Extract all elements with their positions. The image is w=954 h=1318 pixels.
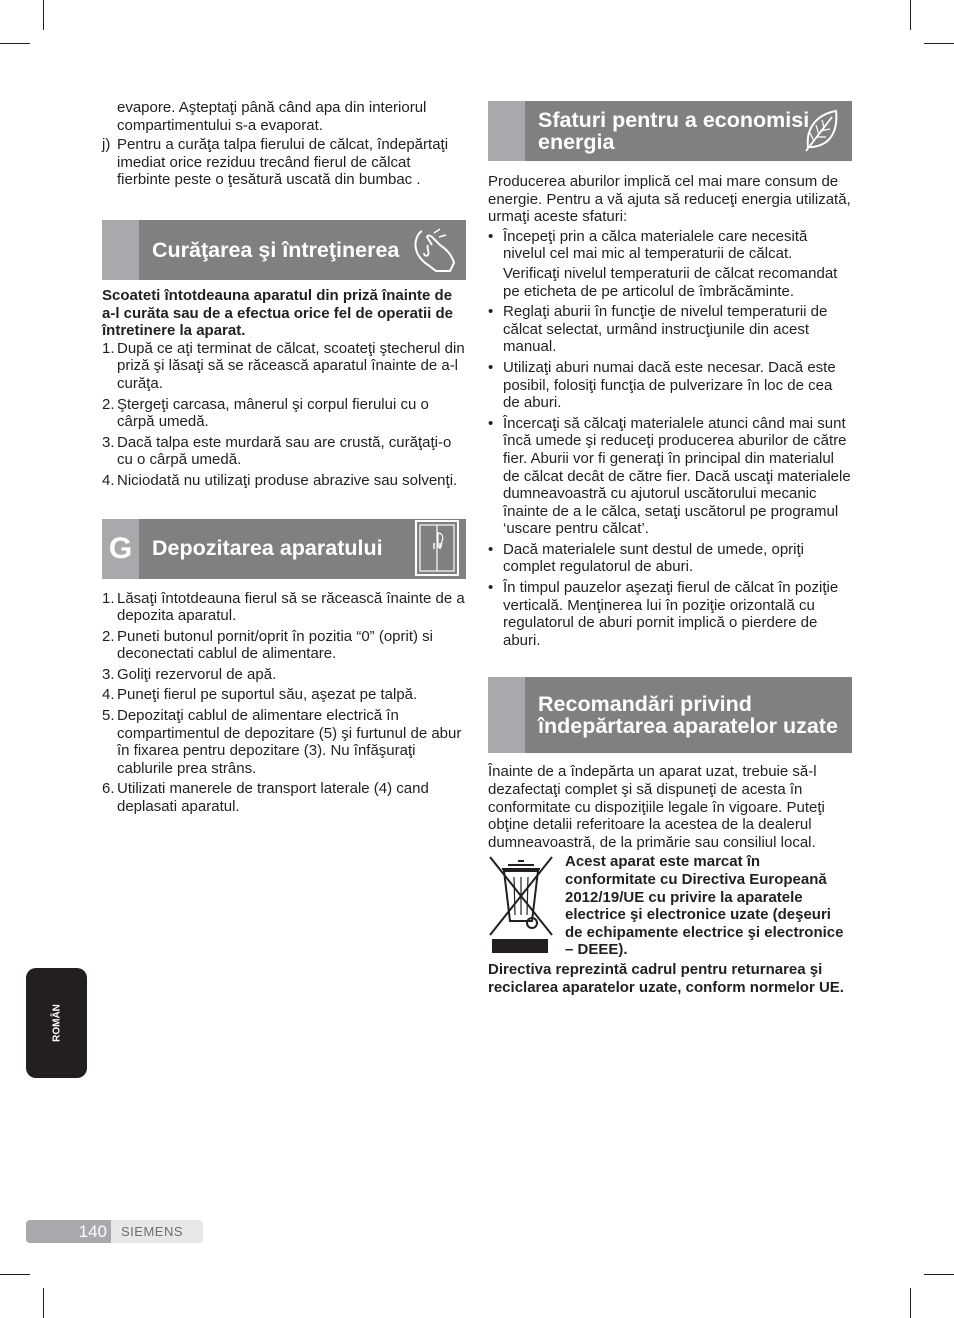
list-number: 4. (102, 471, 115, 489)
crop-mark (43, 1288, 44, 1318)
list-text: Puneţi fierul pe suportul său, aşezat pe talpă. (117, 686, 418, 704)
bullet-text: Dacă materialele sunt destul de umede, opriţi complet regulatorul de aburi. (503, 540, 804, 576)
list-item (102, 340, 466, 393)
list-item (102, 396, 466, 431)
list-item (102, 472, 466, 490)
storage-steps (102, 590, 466, 816)
cleaning-section-header (102, 220, 466, 280)
list-number: 2. (102, 395, 115, 413)
list-number: 2. (102, 627, 115, 645)
bullet-text: Utilizaţi aburi numai dacă este necesar. Dacă este posibil, folosiţi funcţia de pulverizare în loc de cea de aburi. (503, 358, 836, 412)
bullet-extra-text: Verificaţi nivelul temperaturii de călcat recomandat pe eticheta de pe articolul de îmbrăcăminte. (503, 264, 838, 300)
section-title: Curăţarea şi întreţinerea (152, 237, 400, 262)
list-number: 4. (102, 686, 115, 704)
list-item (102, 628, 466, 663)
list-text: Lăsaţi întotdeauna fierul să se răcească înainte de a depozita aparatul. (117, 589, 465, 625)
list-text: Ştergeţi carcasa, mânerul şi corpul fierului cu o cârpă umedă. (117, 395, 429, 431)
crop-mark (910, 1288, 911, 1318)
list-number: 3. (102, 433, 115, 451)
bullet-item (488, 541, 852, 576)
section-title: Sfaturi pentru a economisi energia (538, 107, 810, 154)
list-item (102, 686, 466, 704)
bullet-item (488, 415, 852, 538)
page-number: 140 (26, 1220, 111, 1243)
bullet-text: Încercaţi să călcaţi materialele atunci când mai sunt încă umede şi reduceţi producerea aburilor de către fier. Aburii vor fi generaţi în principal din materialul de călcat decât de către fier. Dacă uscaţi materialele dumneavoastră cu ajutorul uscătorului mecanic înainte de a le călca, setaţi uscătorul pe programul ‘uscare pentru călcat’. (503, 414, 851, 538)
section-tab (488, 677, 525, 753)
list-number: 1. (102, 589, 115, 607)
weee-block (488, 853, 852, 959)
intro-continuation: evapore. Aşteptaţi până când apa din interiorul compartimentului s-a evaporat. (117, 99, 427, 134)
list-item (102, 590, 466, 625)
bullet-marker: • (488, 414, 494, 432)
cleaning-steps (102, 340, 466, 490)
list-text: Goliţi rezervorul de apă. (117, 665, 277, 683)
list-number: 1. (102, 339, 115, 357)
bullet-text: În timpul pauzelor aşezaţi fierul de călcat în poziţie verticală. Menţinerea lui în poziţie orizontală cu regulatorul de aburi pornit implică o pierdere de aburi. (503, 579, 839, 649)
crop-mark (924, 43, 954, 44)
bullet-marker: • (488, 358, 494, 376)
directive-text: Directiva reprezintă cadrul pentru returnarea şi reciclarea aparatelor uzate, conform normelor UE. (488, 960, 844, 996)
bullet-marker: • (488, 540, 494, 558)
list-item (102, 434, 466, 469)
list-label: j) (102, 136, 111, 154)
crossed-out-wheelie-bin-icon (488, 853, 565, 959)
storage-section-header (102, 519, 466, 579)
list-item (102, 666, 466, 684)
bullet-text: Începeţi prin a călca materialele care necesită nivelul cel mai mic al temperaturii de călcat. (503, 227, 808, 263)
bullet-text: Reglaţi aburii în funcţie de nivelul temperaturii de călcat selectat, urmând instrucţiunile din acest manual. (503, 303, 828, 356)
list-text: Dacă talpa este murdară sau are crustă, curăţaţi-o cu o cârpă umedă. (117, 433, 452, 469)
energy-bullets (488, 228, 852, 650)
section-tab-letter: G (102, 519, 139, 579)
bullet-marker: • (488, 227, 494, 245)
right-column (488, 101, 852, 996)
language-label: ROMÂN (51, 1004, 62, 1042)
list-text: Niciodată nu utilizaţi produse abrazive sau solvenţi. (117, 471, 458, 489)
bullet-item (488, 228, 852, 300)
list-text: Pentru a curăţa talpa fierului de călcat, îndepărtaţi imediat orice reziduu trecând fierul de călcat fierbinte peste o ţesătură uscată din bumbac . (117, 136, 449, 189)
page-footer (26, 1220, 203, 1243)
disposal-section-header (488, 677, 852, 753)
section-title: Recomandări privind îndepărtarea aparatelor uzate (538, 691, 838, 739)
list-text: Puneti butonul pornit/oprit în pozitia “0” (oprit) si deconectati cablul de alimentare. (117, 627, 433, 663)
crop-mark (43, 0, 44, 30)
section-tab (102, 220, 139, 280)
cleaning-warning: Scoateti întotdeauna aparatul din priză înainte de a-l curăta sau de a efectua orice fel de operatii de întretinere la aparat. (102, 286, 453, 340)
crop-mark (0, 1274, 30, 1275)
crop-mark (0, 43, 30, 44)
energy-intro: Producerea aburilor implică cel mai mare consum de energie. Pentru a vă ajuta să reduceţi energia utilizată, urmaţi aceste sfaturi: (488, 173, 851, 226)
cabinet-storage-icon (408, 519, 466, 582)
language-side-tab (26, 968, 87, 1078)
energy-section-header (488, 101, 852, 161)
weee-text: Acest aparat este marcat în conformitate cu Directiva Europeană 2012/19/UE cu privire la aparatele electrice şi electronice uzate (deşeuri de echipamente electrice şi electronice – DEEE). (565, 853, 844, 959)
list-text: Utilizati manerele de transport laterale (4) cand deplasati aparatul. (117, 780, 429, 816)
list-text: După ce aţi terminat de călcat, scoateţi ştecherul din priză şi lăsaţi să se răcească aparatul înainte de a-l curăţa. (117, 339, 465, 392)
bullet-item (488, 359, 852, 412)
section-title: Depozitarea aparatului (152, 536, 383, 561)
bullet-marker: • (488, 303, 494, 321)
list-number: 3. (102, 665, 115, 683)
bullet-item (488, 303, 852, 356)
bullet-item (488, 579, 852, 649)
section-tab (488, 101, 525, 161)
list-number: 5. (102, 707, 115, 725)
brand-label: SIEMENS (111, 1220, 203, 1243)
list-item (102, 780, 466, 815)
list-text: Depozitaţi cablul de alimentare electrică în compartimentul de depozitare (5) şi furtunul de abur în fixarea pentru depozitare (3). Nu înfăşuraţi cablurile prea strâns. (117, 707, 462, 777)
list-item-j (102, 136, 466, 189)
disposal-intro: Înainte de a îndepărta un aparat uzat, trebuie să-l dezafectaţi complet şi să dispuneţi de acesta în conformitate cu dispoziţiile legale în vigoare. Puteţi obţine detalii referitoare la acestea de la dealerul dumneavoastră, de la primărie sau consiliul local. (488, 763, 825, 851)
bullet-marker: • (488, 579, 494, 597)
hand-wiping-icon (406, 225, 460, 280)
list-item (102, 707, 466, 777)
crop-mark (910, 0, 911, 30)
leaf-icon (802, 107, 842, 158)
crop-mark (924, 1274, 954, 1275)
list-number: 6. (102, 780, 115, 798)
left-column (102, 99, 466, 816)
